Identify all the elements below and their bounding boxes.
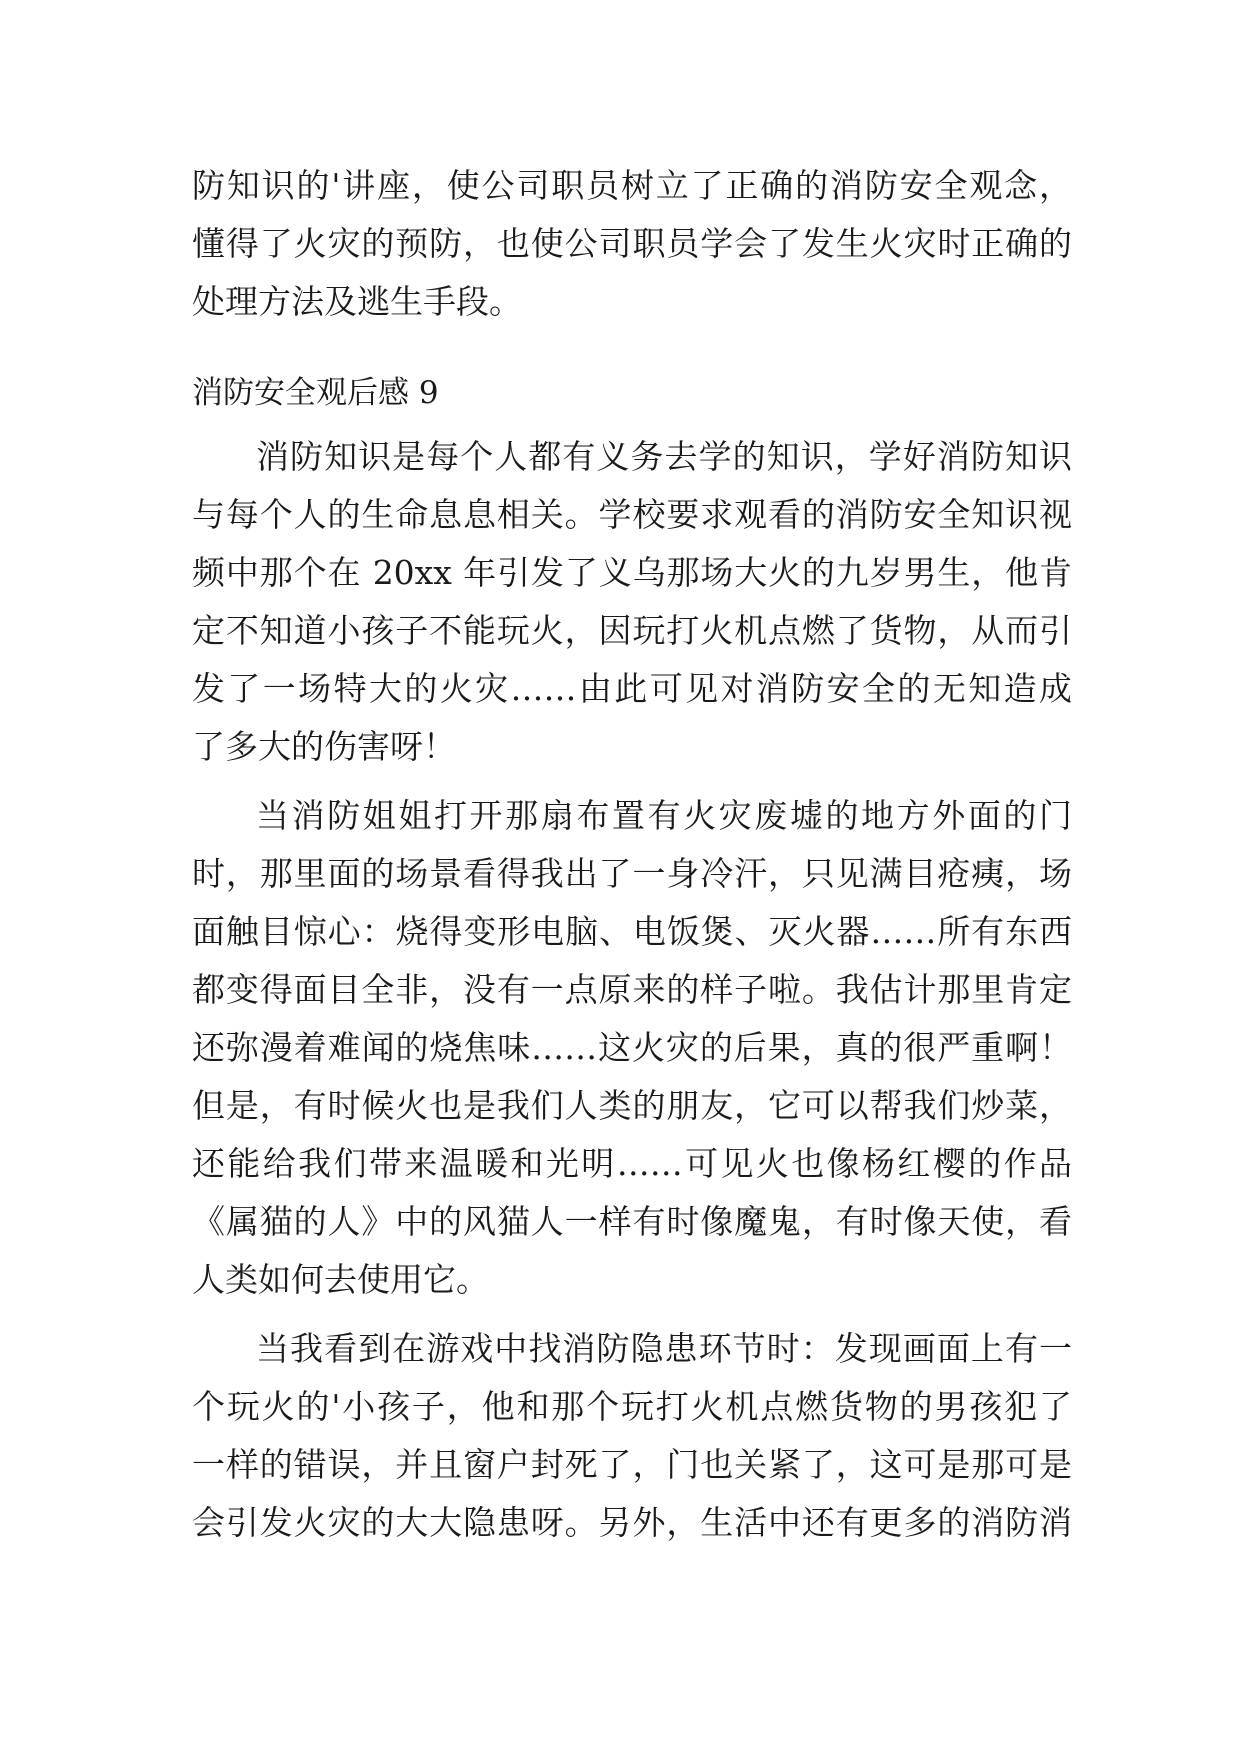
paragraph2-line-2: 时，那里面的场景看得我出了一身冷汗，只见满目疮痍，场 — [192, 854, 1072, 893]
paragraph2-line-9: 人类如何去使用它。 — [192, 1260, 489, 1299]
paragraph1-line-4: 定不知道小孩子不能玩火，因玩打火机点燃了货物，从而引 — [192, 611, 1072, 650]
section-heading: 消防安全观后感 9 — [192, 375, 439, 411]
intro-line-1: 防知识的'讲座，使公司职员树立了正确的消防安全观念， — [192, 166, 1072, 205]
paragraph2-line-6: 但是，有时候火也是我们人类的朋友，它可以帮我们炒菜， — [192, 1086, 1072, 1125]
paragraph2-line-5: 还弥漫着难闻的烧焦味……这火灾的后果，真的很严重啊！ — [192, 1028, 1072, 1067]
paragraph1-line-6: 了多大的伤害呀！ — [192, 727, 456, 766]
paragraph2-line-4: 都变得面目全非，没有一点原来的样子啦。我估计那里肯定 — [192, 970, 1072, 1009]
paragraph1-line-2: 与每个人的生命息息相关。学校要求观看的消防安全知识视 — [192, 495, 1072, 534]
paragraph3-line-2: 个玩火的'小孩子，他和那个玩打火机点燃货物的男孩犯了 — [192, 1387, 1072, 1426]
paragraph3-line-1: 当我看到在游戏中找消防隐患环节时：发现画面上有一 — [256, 1329, 1072, 1368]
paragraph1-line-1: 消防知识是每个人都有义务去学的知识，学好消防知识 — [256, 437, 1072, 476]
paragraph3-line-3: 一样的错误，并且窗户封死了，门也关紧了，这可是那可是 — [192, 1445, 1072, 1484]
paragraph3-line-4: 会引发火灾的大大隐患呀。另外，生活中还有更多的消防消 — [192, 1503, 1072, 1542]
paragraph2-line-1: 当消防姐姐打开那扇布置有火灾废墟的地方外面的门 — [256, 796, 1072, 835]
paragraph1-line-3: 频中那个在 20xx 年引发了义乌那场大火的九岁男生，他肯 — [192, 553, 1072, 592]
paragraph2-line-7: 还能给我们带来温暖和光明……可见火也像杨红樱的作品 — [192, 1144, 1072, 1183]
paragraph2-line-8: 《属猫的人》中的风猫人一样有时像魔鬼，有时像天使，看 — [192, 1202, 1072, 1241]
paragraph2-line-3: 面触目惊心：烧得变形电脑、电饭煲、灭火器……所有东西 — [192, 912, 1072, 951]
intro-line-2: 懂得了火灾的预防，也使公司职员学会了发生火灾时正确的 — [192, 224, 1072, 263]
paragraph1-line-5: 发了一场特大的火灾……由此可见对消防安全的无知造成 — [192, 669, 1072, 708]
intro-line-3: 处理方法及逃生手段。 — [192, 282, 522, 321]
